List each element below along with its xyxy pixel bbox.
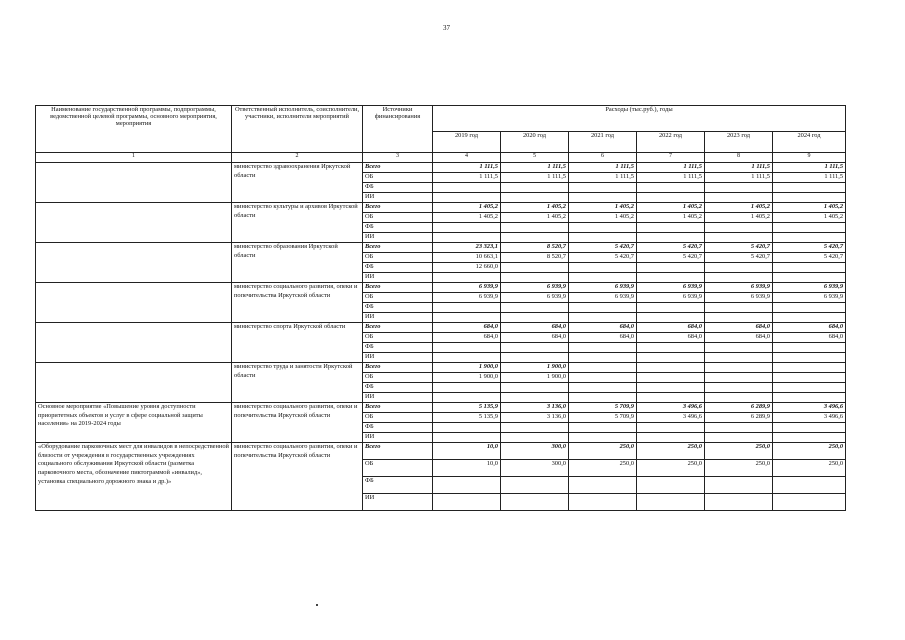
value-cell: 1 405,2	[705, 213, 773, 223]
value-cell: 10 663,1	[433, 253, 501, 263]
value-cell	[569, 383, 637, 393]
source-cell: Всего	[363, 363, 433, 373]
value-cell: 684,0	[569, 323, 637, 333]
value-cell: 300,0	[501, 460, 569, 477]
value-cell	[569, 477, 637, 494]
source-cell: ИИ	[363, 433, 433, 443]
value-cell	[773, 313, 846, 323]
value-cell	[569, 273, 637, 283]
value-cell: 1 405,2	[433, 213, 501, 223]
executor-cell: министерство спорта Иркутской области	[232, 323, 363, 363]
source-cell: ФБ	[363, 183, 433, 193]
value-cell: 5 420,7	[773, 253, 846, 263]
value-cell	[773, 353, 846, 363]
source-cell: ФБ	[363, 343, 433, 353]
value-cell: 1 900,0	[433, 363, 501, 373]
value-cell	[501, 263, 569, 273]
value-cell	[501, 433, 569, 443]
value-cell: 5 420,7	[705, 253, 773, 263]
source-cell: ОБ	[363, 333, 433, 343]
value-cell	[569, 373, 637, 383]
value-cell	[637, 393, 705, 403]
value-cell	[433, 383, 501, 393]
value-cell	[433, 477, 501, 494]
value-cell	[705, 313, 773, 323]
value-cell: 6 939,9	[569, 283, 637, 293]
value-cell: 3 136,0	[501, 413, 569, 423]
value-cell	[501, 353, 569, 363]
value-cell	[569, 183, 637, 193]
value-cell: 1 405,2	[501, 203, 569, 213]
value-cell: 6 939,9	[773, 283, 846, 293]
value-cell: 3 136,0	[501, 403, 569, 413]
value-cell: 5 135,9	[433, 413, 501, 423]
program-name-cell	[36, 203, 232, 243]
value-cell	[637, 313, 705, 323]
value-cell	[569, 233, 637, 243]
executor-cell: министерство культуры и архивов Иркутской области	[232, 203, 363, 243]
value-cell	[501, 393, 569, 403]
source-cell: ФБ	[363, 263, 433, 273]
value-cell: 6 939,9	[637, 293, 705, 303]
value-cell	[569, 393, 637, 403]
value-cell: 6 939,9	[705, 283, 773, 293]
value-cell	[501, 183, 569, 193]
value-cell	[773, 433, 846, 443]
value-cell	[433, 353, 501, 363]
value-cell	[433, 393, 501, 403]
value-cell: 8 520,7	[501, 253, 569, 263]
value-cell	[637, 263, 705, 273]
value-cell: 1 111,5	[705, 173, 773, 183]
value-cell	[773, 393, 846, 403]
value-cell: 684,0	[637, 333, 705, 343]
source-cell: ФБ	[363, 223, 433, 233]
executor-cell: министерство труда и занятости Иркутской области	[232, 363, 363, 403]
executor-cell: министерство здравоохранения Иркутской области	[232, 163, 363, 203]
value-cell: 6 939,9	[501, 293, 569, 303]
value-cell: 5 420,7	[569, 253, 637, 263]
value-cell: 684,0	[705, 333, 773, 343]
value-cell	[637, 494, 705, 511]
value-cell	[501, 193, 569, 203]
value-cell: 250,0	[569, 443, 637, 460]
value-cell: 250,0	[637, 460, 705, 477]
value-cell: 1 405,2	[705, 203, 773, 213]
value-cell	[501, 313, 569, 323]
value-cell: 6 939,9	[637, 283, 705, 293]
table-row	[36, 243, 846, 253]
value-cell	[569, 433, 637, 443]
value-cell: 1 111,5	[501, 173, 569, 183]
value-cell	[433, 313, 501, 323]
executor-cell: министерство социального развития, опеки и попечительства Иркутской области	[232, 403, 363, 443]
value-cell	[637, 223, 705, 233]
value-cell	[637, 303, 705, 313]
value-cell	[705, 383, 773, 393]
value-cell	[637, 273, 705, 283]
table-row	[36, 443, 846, 460]
value-cell: 1 111,5	[433, 173, 501, 183]
value-cell	[637, 343, 705, 353]
value-cell	[773, 343, 846, 353]
source-cell: Всего	[363, 403, 433, 413]
value-cell: 1 405,2	[773, 213, 846, 223]
value-cell	[569, 313, 637, 323]
value-cell	[569, 423, 637, 433]
value-cell	[637, 183, 705, 193]
value-cell: 1 405,2	[637, 213, 705, 223]
value-cell	[773, 383, 846, 393]
source-cell: ОБ	[363, 253, 433, 263]
executor-cell: министерство социального развития, опеки и попечительства Иркутской области	[232, 283, 363, 323]
value-cell: 6 939,9	[433, 293, 501, 303]
header-source: Источники финансирования	[363, 106, 433, 153]
value-cell: 10,0	[433, 443, 501, 460]
source-cell: ИИ	[363, 273, 433, 283]
value-cell: 6 289,9	[705, 413, 773, 423]
value-cell	[501, 477, 569, 494]
value-cell	[705, 393, 773, 403]
executor-cell: министерство образования Иркутской области	[232, 243, 363, 283]
value-cell: 250,0	[773, 460, 846, 477]
value-cell	[705, 263, 773, 273]
value-cell	[501, 423, 569, 433]
value-cell	[705, 303, 773, 313]
value-cell: 1 900,0	[433, 373, 501, 383]
value-cell	[637, 193, 705, 203]
table-row	[36, 363, 846, 373]
value-cell	[705, 273, 773, 283]
value-cell: 1 111,5	[569, 163, 637, 173]
value-cell	[773, 183, 846, 193]
value-cell	[773, 223, 846, 233]
value-cell	[433, 433, 501, 443]
value-cell	[569, 353, 637, 363]
value-cell: 5 420,7	[637, 243, 705, 253]
source-cell: Всего	[363, 323, 433, 333]
column-number: 5	[501, 153, 569, 163]
column-number: 9	[773, 153, 846, 163]
value-cell	[569, 343, 637, 353]
source-cell: ИИ	[363, 313, 433, 323]
program-name-cell	[36, 323, 232, 363]
column-number: 7	[637, 153, 705, 163]
value-cell	[705, 363, 773, 373]
value-cell: 3 496,6	[773, 403, 846, 413]
source-cell: Всего	[363, 443, 433, 460]
value-cell: 1 405,2	[637, 203, 705, 213]
value-cell	[705, 423, 773, 433]
source-cell: Всего	[363, 243, 433, 253]
source-cell: ИИ	[363, 193, 433, 203]
source-cell: ФБ	[363, 303, 433, 313]
value-cell	[705, 223, 773, 233]
value-cell: 1 405,2	[501, 213, 569, 223]
page-number: 37	[443, 24, 450, 32]
value-cell	[705, 233, 773, 243]
program-name-cell	[36, 163, 232, 203]
executor-cell: министерство социального развития, опеки и попечительства Иркутской области	[232, 443, 363, 511]
value-cell	[501, 383, 569, 393]
program-name-cell	[36, 363, 232, 403]
column-number: 8	[705, 153, 773, 163]
table-body	[36, 163, 846, 511]
value-cell	[433, 193, 501, 203]
table-row	[36, 283, 846, 293]
value-cell: 12 660,0	[433, 263, 501, 273]
header-year: 2022 год	[637, 132, 705, 153]
value-cell	[637, 477, 705, 494]
header-expenses: Расходы (тыс.руб.), годы	[433, 106, 846, 132]
value-cell	[637, 373, 705, 383]
column-number: 1	[36, 153, 232, 163]
value-cell: 684,0	[705, 323, 773, 333]
program-name-cell: Основное мероприятие «Повышение уровня доступности приоритетных объектов и услуг в сфере социальной защиты населения» на 2019-2024 годы	[36, 403, 232, 443]
value-cell: 5 420,7	[637, 253, 705, 263]
table-row	[36, 203, 846, 213]
value-cell: 8 520,7	[501, 243, 569, 253]
source-cell: ФБ	[363, 477, 433, 494]
value-cell: 684,0	[501, 323, 569, 333]
value-cell: 1 111,5	[773, 163, 846, 173]
source-cell: ИИ	[363, 233, 433, 243]
value-cell: 1 111,5	[501, 163, 569, 173]
value-cell	[705, 183, 773, 193]
value-cell: 1 900,0	[501, 373, 569, 383]
source-cell: ИИ	[363, 393, 433, 403]
value-cell	[773, 494, 846, 511]
value-cell	[569, 263, 637, 273]
value-cell: 1 111,5	[637, 163, 705, 173]
value-cell: 6 939,9	[773, 293, 846, 303]
value-cell	[773, 273, 846, 283]
header-program: Наименование государственной программы, подпрограммы, ведомственной целевой программы, основного мероприятия, мероприятия	[36, 106, 232, 153]
value-cell	[773, 477, 846, 494]
value-cell	[705, 193, 773, 203]
value-cell	[433, 223, 501, 233]
source-cell: Всего	[363, 283, 433, 293]
value-cell	[501, 273, 569, 283]
value-cell	[501, 223, 569, 233]
value-cell	[433, 423, 501, 433]
value-cell: 684,0	[433, 323, 501, 333]
value-cell: 3 496,6	[637, 403, 705, 413]
value-cell: 3 496,6	[637, 413, 705, 423]
value-cell: 684,0	[773, 333, 846, 343]
value-cell: 684,0	[501, 333, 569, 343]
header-year: 2021 год	[569, 132, 637, 153]
header-executor: Ответственный исполнитель, соисполнители, участники, исполнители мероприятий	[232, 106, 363, 153]
value-cell: 684,0	[773, 323, 846, 333]
value-cell: 1 405,2	[569, 203, 637, 213]
value-cell	[773, 193, 846, 203]
value-cell: 684,0	[569, 333, 637, 343]
header-year: 2024 год	[773, 132, 846, 153]
value-cell: 684,0	[637, 323, 705, 333]
source-cell: ФБ	[363, 423, 433, 433]
value-cell	[637, 433, 705, 443]
source-cell: ИИ	[363, 494, 433, 511]
value-cell: 6 939,9	[501, 283, 569, 293]
source-cell: ИИ	[363, 353, 433, 363]
source-cell: ФБ	[363, 383, 433, 393]
value-cell	[433, 233, 501, 243]
program-name-cell	[36, 283, 232, 323]
value-cell: 1 111,5	[705, 163, 773, 173]
source-cell: ОБ	[363, 373, 433, 383]
table-row	[36, 323, 846, 333]
value-cell	[433, 183, 501, 193]
value-cell: 1 405,2	[773, 203, 846, 213]
value-cell: 1 405,2	[433, 203, 501, 213]
value-cell: 3 496,6	[773, 413, 846, 423]
source-cell: ОБ	[363, 213, 433, 223]
value-cell: 1 900,0	[501, 363, 569, 373]
value-cell	[773, 423, 846, 433]
source-cell: Всего	[363, 203, 433, 213]
value-cell: 6 289,9	[705, 403, 773, 413]
source-cell: ОБ	[363, 293, 433, 303]
program-name-cell: «Оборудование парковочных мест для инвалидов в непосредственной близости от учреждения в государственных учреждениях социального обслуживания Иркутской области (разметка парковочного места, обозначение пиктограммой «инвалид», установка специального дорожного знака и др.)»	[36, 443, 232, 511]
header-year: 2023 год	[705, 132, 773, 153]
value-cell: 1 111,5	[637, 173, 705, 183]
value-cell: 5 135,9	[433, 403, 501, 413]
value-cell	[569, 193, 637, 203]
value-cell: 10,0	[433, 460, 501, 477]
value-cell: 6 939,9	[433, 283, 501, 293]
value-cell: 250,0	[705, 460, 773, 477]
value-cell: 300,0	[501, 443, 569, 460]
header-year: 2020 год	[501, 132, 569, 153]
value-cell: 6 939,9	[569, 293, 637, 303]
value-cell: 250,0	[637, 443, 705, 460]
value-cell	[705, 373, 773, 383]
value-cell: 250,0	[773, 443, 846, 460]
value-cell: 5 420,7	[569, 243, 637, 253]
value-cell	[569, 303, 637, 313]
table-row	[36, 163, 846, 173]
value-cell	[637, 363, 705, 373]
value-cell	[705, 494, 773, 511]
value-cell	[569, 494, 637, 511]
source-cell: Всего	[363, 163, 433, 173]
value-cell: 5 709,9	[569, 403, 637, 413]
column-number: 3	[363, 153, 433, 163]
value-cell	[433, 273, 501, 283]
source-cell: ОБ	[363, 460, 433, 477]
value-cell	[569, 363, 637, 373]
value-cell	[773, 373, 846, 383]
value-cell: 5 709,9	[569, 413, 637, 423]
source-cell: ОБ	[363, 413, 433, 423]
value-cell: 250,0	[705, 443, 773, 460]
column-number: 4	[433, 153, 501, 163]
value-cell	[637, 233, 705, 243]
value-cell: 1 111,5	[433, 163, 501, 173]
value-cell: 250,0	[569, 460, 637, 477]
scan-speck	[316, 604, 318, 606]
value-cell	[773, 303, 846, 313]
header-year: 2019 год	[433, 132, 501, 153]
value-cell: 5 420,7	[773, 243, 846, 253]
value-cell: 6 939,9	[705, 293, 773, 303]
column-number: 6	[569, 153, 637, 163]
value-cell	[433, 494, 501, 511]
column-numbers-row	[36, 153, 846, 163]
column-number: 2	[232, 153, 363, 163]
value-cell: 684,0	[433, 333, 501, 343]
value-cell	[773, 363, 846, 373]
value-cell: 1 405,2	[569, 213, 637, 223]
value-cell	[501, 303, 569, 313]
value-cell: 23 323,1	[433, 243, 501, 253]
value-cell: 1 111,5	[773, 173, 846, 183]
value-cell	[705, 343, 773, 353]
value-cell	[433, 343, 501, 353]
value-cell: 5 420,7	[705, 243, 773, 253]
value-cell	[501, 343, 569, 353]
value-cell	[501, 233, 569, 243]
value-cell	[705, 433, 773, 443]
value-cell	[637, 353, 705, 363]
value-cell	[773, 233, 846, 243]
value-cell: 1 111,5	[569, 173, 637, 183]
value-cell	[501, 494, 569, 511]
table-row	[36, 403, 846, 413]
value-cell	[705, 477, 773, 494]
value-cell	[569, 223, 637, 233]
source-cell: ОБ	[363, 173, 433, 183]
value-cell	[433, 303, 501, 313]
value-cell	[705, 353, 773, 363]
value-cell	[637, 423, 705, 433]
program-name-cell	[36, 243, 232, 283]
budget-table	[35, 105, 846, 511]
value-cell	[637, 383, 705, 393]
value-cell	[773, 263, 846, 273]
